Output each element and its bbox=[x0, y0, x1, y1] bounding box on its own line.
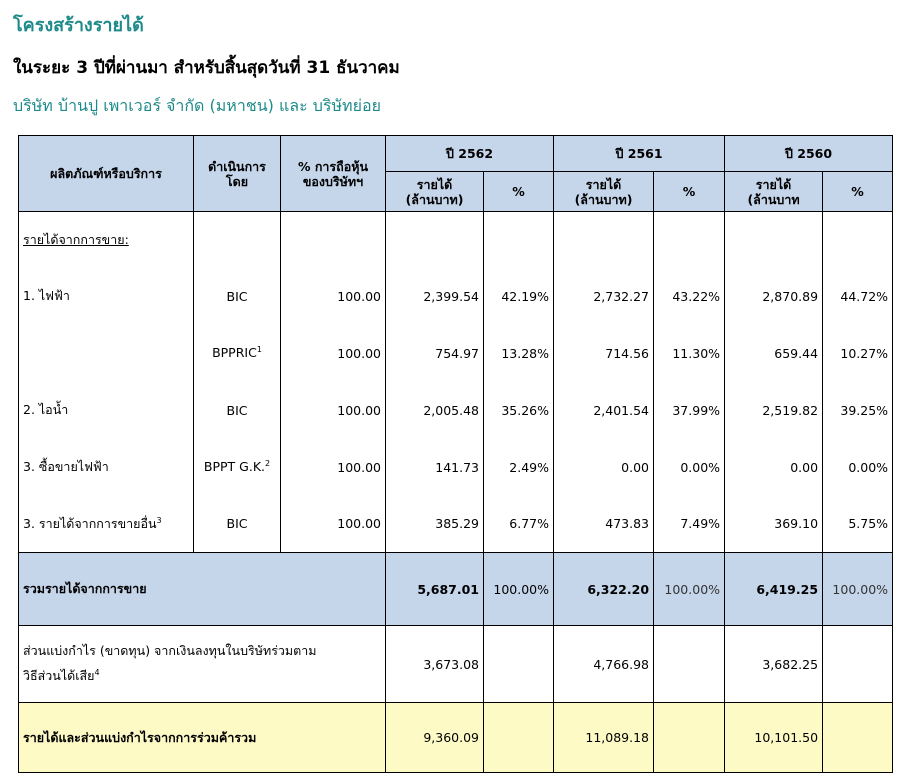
revenue-2560-cell: 369.10 bbox=[725, 496, 823, 553]
header-product: ผลิตภัณฑ์หรือบริการ bbox=[19, 136, 194, 212]
table-row bbox=[19, 439, 893, 496]
pct-2561-cell: 7.49% bbox=[654, 496, 725, 553]
header-revenue-line1: รายได้ bbox=[585, 176, 622, 192]
header-holding bbox=[281, 136, 386, 212]
revenue-2562-cell: 141.73 bbox=[386, 439, 484, 496]
table-row bbox=[19, 382, 893, 439]
grand-total-2561: 11,089.18 bbox=[554, 703, 654, 773]
header-revenue-2561 bbox=[554, 172, 654, 212]
header-revenue-line2: (ล้านบาท) bbox=[405, 191, 464, 207]
product-cell: 2. ไอน้ำ bbox=[19, 382, 194, 439]
pct-2562-cell: 6.77% bbox=[484, 496, 554, 553]
pct-2560-cell: 5.75% bbox=[823, 496, 893, 553]
holding-cell: 100.00 bbox=[281, 325, 386, 382]
grand-total-row bbox=[19, 703, 893, 773]
revenue-2562-cell: 754.97 bbox=[386, 325, 484, 382]
header-holding-line2: ของบริษัทฯ bbox=[302, 173, 364, 189]
revenue-2561-cell: 2,401.54 bbox=[554, 382, 654, 439]
header-pct-2562: % bbox=[484, 172, 554, 212]
product-cell: 1. ไฟฟ้า bbox=[19, 268, 194, 325]
grand-total-label: รายได้และส่วนแบ่งกำไรจากการร่วมค้ารวม bbox=[19, 703, 386, 773]
pct-2562-cell: 2.49% bbox=[484, 439, 554, 496]
share-profit-2561: 4,766.98 bbox=[554, 626, 654, 703]
total-pct-2560: 100.00% bbox=[823, 553, 893, 626]
header-operator bbox=[194, 136, 281, 212]
share-profit-2562: 3,673.08 bbox=[386, 626, 484, 703]
revenue-2561-cell: 714.56 bbox=[554, 325, 654, 382]
total-revenue-2561: 6,322.20 bbox=[554, 553, 654, 626]
holding-cell: 100.00 bbox=[281, 439, 386, 496]
header-revenue-2560 bbox=[725, 172, 823, 212]
revenue-2561-cell: 0.00 bbox=[554, 439, 654, 496]
header-row-1 bbox=[19, 136, 893, 172]
product-cell: 3. ซื้อขายไฟฟ้า bbox=[19, 439, 194, 496]
holding-cell: 100.00 bbox=[281, 268, 386, 325]
revenue-2562-cell: 385.29 bbox=[386, 496, 484, 553]
share-profit-2560: 3,682.25 bbox=[725, 626, 823, 703]
footnote-marker: 3 bbox=[156, 515, 162, 525]
header-revenue-line2: (ล้านบาท bbox=[747, 191, 800, 207]
page-title: โครงสร้างรายได้ bbox=[13, 15, 144, 36]
share-profit-label bbox=[19, 626, 386, 703]
share-profit-line2: วิธีส่วนได้เสีย bbox=[23, 668, 95, 684]
total-sales-label: รวมรายได้จากการขาย bbox=[19, 553, 386, 626]
pct-2562-cell: 35.26% bbox=[484, 382, 554, 439]
operator-cell: BIC bbox=[194, 268, 281, 325]
grand-total-2562: 9,360.09 bbox=[386, 703, 484, 773]
product-cell bbox=[19, 496, 194, 553]
header-operator-line1: ดำเนินการ bbox=[208, 158, 266, 174]
company-name: บริษัท บ้านปู เพาเวอร์ จำกัด (มหาชน) และ บริษัทย่อย bbox=[13, 96, 381, 115]
share-profit-row bbox=[19, 626, 893, 703]
section-row bbox=[19, 212, 893, 268]
revenue-2560-cell: 0.00 bbox=[725, 439, 823, 496]
total-pct-2561: 100.00% bbox=[654, 553, 725, 626]
share-profit-line2-wrap bbox=[23, 662, 381, 687]
pct-2560-cell: 44.72% bbox=[823, 268, 893, 325]
pct-2560-cell: 39.25% bbox=[823, 382, 893, 439]
header-revenue-line1: รายได้ bbox=[755, 176, 792, 192]
operator-cell: BIC bbox=[194, 496, 281, 553]
product-text: 3. รายได้จากการขายอื่น bbox=[23, 515, 157, 531]
revenue-2560-cell: 659.44 bbox=[725, 325, 823, 382]
table-row bbox=[19, 496, 893, 553]
footnote-marker: 2 bbox=[265, 459, 271, 469]
header-holding-line1: % การถือหุ้น bbox=[297, 158, 369, 174]
total-revenue-2562: 5,687.01 bbox=[386, 553, 484, 626]
pct-2561-cell: 0.00% bbox=[654, 439, 725, 496]
revenue-2562-cell: 2,005.48 bbox=[386, 382, 484, 439]
revenue-2560-cell: 2,870.89 bbox=[725, 268, 823, 325]
revenue-2562-cell: 2,399.54 bbox=[386, 268, 484, 325]
revenue-structure-table bbox=[18, 135, 893, 773]
header-pct-2560: % bbox=[823, 172, 893, 212]
page-subtitle: ในระยะ 3 ปีที่ผ่านมา สำหรับสิ้นสุดวันที่ 31 ธันวาคม bbox=[13, 58, 400, 78]
total-revenue-2560: 6,419.25 bbox=[725, 553, 823, 626]
revenue-2561-cell: 473.83 bbox=[554, 496, 654, 553]
table-row bbox=[19, 325, 893, 382]
header-pct-2561: % bbox=[654, 172, 725, 212]
header-year-2562: ปี 2562 bbox=[386, 136, 554, 172]
table-row bbox=[19, 268, 893, 325]
operator-cell: BIC bbox=[194, 382, 281, 439]
header-revenue-2562 bbox=[386, 172, 484, 212]
footnote-marker: 4 bbox=[94, 668, 100, 678]
pct-2562-cell: 42.19% bbox=[484, 268, 554, 325]
grand-total-2560: 10,101.50 bbox=[725, 703, 823, 773]
operator-text: BPPT G.K. bbox=[203, 459, 265, 475]
pct-2560-cell: 0.00% bbox=[823, 439, 893, 496]
header-revenue-line2: (ล้านบาท) bbox=[574, 191, 633, 207]
total-sales-row bbox=[19, 553, 893, 626]
header-operator-line2: โดย bbox=[225, 173, 249, 189]
pct-2560-cell: 10.27% bbox=[823, 325, 893, 382]
product-cell bbox=[19, 325, 194, 382]
header-year-2560: ปี 2560 bbox=[725, 136, 893, 172]
operator-cell bbox=[194, 325, 281, 382]
section-label: รายได้จากการขาย: bbox=[23, 231, 129, 247]
pct-2561-cell: 43.22% bbox=[654, 268, 725, 325]
operator-text: BPPRIC bbox=[212, 345, 257, 361]
holding-cell: 100.00 bbox=[281, 496, 386, 553]
revenue-2561-cell: 2,732.27 bbox=[554, 268, 654, 325]
section-label-cell bbox=[19, 212, 194, 268]
pct-2561-cell: 37.99% bbox=[654, 382, 725, 439]
pct-2562-cell: 13.28% bbox=[484, 325, 554, 382]
footnote-marker: 1 bbox=[256, 345, 262, 355]
total-pct-2562: 100.00% bbox=[484, 553, 554, 626]
pct-2561-cell: 11.30% bbox=[654, 325, 725, 382]
share-profit-line1: ส่วนแบ่งกำไร (ขาดทุน) จากเงินลงทุนในบริษัทร่วมตาม bbox=[23, 643, 317, 659]
operator-cell bbox=[194, 439, 281, 496]
header-year-2561: ปี 2561 bbox=[554, 136, 725, 172]
revenue-2560-cell: 2,519.82 bbox=[725, 382, 823, 439]
holding-cell: 100.00 bbox=[281, 382, 386, 439]
header-revenue-line1: รายได้ bbox=[416, 176, 453, 192]
